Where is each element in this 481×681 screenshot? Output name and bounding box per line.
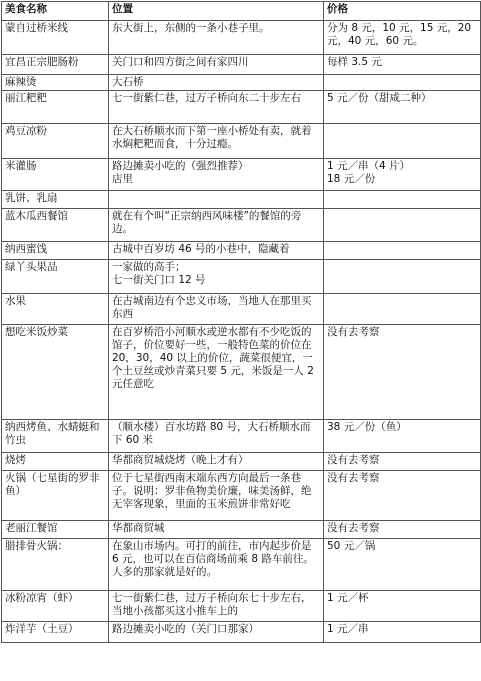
food-name-cell: 蓝木瓜西餐馆	[2, 209, 109, 242]
food-name-cell: 腊排骨火锅：	[2, 539, 109, 591]
food-name-cell: 火锅（七星街的罗非鱼）	[2, 471, 109, 521]
table-row	[2, 260, 481, 294]
location-cell: 七一街紫仁巷，过万子桥向东二十步左右	[109, 91, 324, 124]
header-row	[2, 2, 481, 21]
table-row	[2, 453, 481, 471]
table-row	[2, 471, 481, 521]
location-cell: 路边摊卖小吃的（强烈推荐） 店里	[109, 159, 324, 191]
food-name-cell: 米灌肠	[2, 159, 109, 191]
food-name-cell: 老丽江餐馆	[2, 521, 109, 539]
price-cell	[324, 260, 481, 294]
table-row	[2, 420, 481, 453]
price-cell	[324, 75, 481, 91]
food-name-cell: 鸡豆凉粉	[2, 124, 109, 159]
food-name-cell: 绿丫头果品	[2, 260, 109, 294]
food-name-cell: 丽江粑粑	[2, 91, 109, 124]
food-name-cell: 纳西蜜饯	[2, 242, 109, 260]
food-name-cell: 纳西烤鱼、水蜻蜓和竹虫	[2, 420, 109, 453]
food-name-cell: 乳饼、乳扇	[2, 191, 109, 209]
table-row	[2, 191, 481, 209]
price-cell: 38 元／份（鱼）	[324, 420, 481, 453]
table-row	[2, 242, 481, 260]
header-location: 位置	[109, 2, 324, 21]
header-price: 价格	[324, 2, 481, 21]
location-cell: 关门口和四方街之间有家四川	[109, 55, 324, 75]
location-cell: 在古城南边有个忠义市场，当地人在那里买东西	[109, 294, 324, 325]
location-cell: 七一街紫仁巷，过万子桥向东七十步左右，当地小孩都买这小推车上的	[109, 591, 324, 622]
food-name-cell: 烧烤	[2, 453, 109, 471]
price-cell: 1 元／杯	[324, 591, 481, 622]
location-cell	[109, 191, 324, 209]
food-name-cell: 蒙自过桥米线	[2, 21, 109, 55]
price-cell	[324, 242, 481, 260]
food-name-cell: 想吃米饭炒菜	[2, 325, 109, 420]
price-cell	[324, 209, 481, 242]
location-cell: 一家做的高手； 七一街关门口 12 号	[109, 260, 324, 294]
table-row	[2, 21, 481, 55]
price-cell: 分为 8 元，10 元，15 元，20 元，40 元，60 元。	[324, 21, 481, 55]
table-row	[2, 325, 481, 420]
food-name-cell: 冰粉凉宵（虾）	[2, 591, 109, 622]
food-name-cell: 宜昌正宗肥肠粉	[2, 55, 109, 75]
table-row	[2, 591, 481, 622]
food-name-cell: 麻辣烫	[2, 75, 109, 91]
location-cell: 就在有个叫“正宗纳西风味楼”的餐馆的旁边。	[109, 209, 324, 242]
price-cell: 1 元／串	[324, 622, 481, 643]
table-row	[2, 294, 481, 325]
food-table	[1, 1, 481, 643]
header-name: 美食名称	[2, 2, 109, 21]
location-cell: 位于七星街西南末端东西方向最后一条巷子。说明：罗非鱼物美价廉，味美汤鲜，绝无宰客现象，里面的玉米煎饼非常好吃	[109, 471, 324, 521]
table-row	[2, 622, 481, 643]
table-row	[2, 521, 481, 539]
table-row	[2, 209, 481, 242]
price-cell: 没有去考察	[324, 325, 481, 420]
location-cell: 华都商贸城烧烤（晚上才有）	[109, 453, 324, 471]
price-cell	[324, 294, 481, 325]
price-cell: 1 元／串（4 片） 18 元／份	[324, 159, 481, 191]
price-cell: 每样 3.5 元	[324, 55, 481, 75]
price-cell: 没有去考察	[324, 521, 481, 539]
location-cell: 古城中百岁坊 46 号的小巷中，隐藏着	[109, 242, 324, 260]
price-cell	[324, 191, 481, 209]
table-row	[2, 124, 481, 159]
table-row	[2, 539, 481, 591]
price-cell: 没有去考察	[324, 471, 481, 521]
location-cell: 东大街上，东侧的一条小巷子里。	[109, 21, 324, 55]
price-cell	[324, 124, 481, 159]
location-cell: 在大石桥顺水而下第一座小桥处有卖，就着水焖粑粑而食，十分过瘾。	[109, 124, 324, 159]
price-cell: 没有去考察	[324, 453, 481, 471]
price-cell: 50 元／锅	[324, 539, 481, 591]
food-name-cell: 水果	[2, 294, 109, 325]
table-row	[2, 55, 481, 75]
location-cell: 华都商贸城	[109, 521, 324, 539]
table-row	[2, 75, 481, 91]
location-cell: 路边摊卖小吃的（关门口那家）	[109, 622, 324, 643]
table-row	[2, 159, 481, 191]
table-row	[2, 91, 481, 124]
price-cell: 5 元／份（甜咸二种）	[324, 91, 481, 124]
food-name-cell: 炸洋芋（土豆）	[2, 622, 109, 643]
location-cell: 在百岁桥沿小河顺水或逆水都有不少吃饭的馆子，价位要好一些，一般特色菜的价位在 20，30，40 以上的价位，蔬菜很便宜，一个土豆丝或炒青菜只要 5 元，米饭是一人 2 元任意吃	[109, 325, 324, 420]
location-cell: 在象山市场内。可打的前往，市内起步价是 6 元，也可以在百信商场前乘 8 路车前往。人多的那家就是好的。	[109, 539, 324, 591]
location-cell: 大石桥	[109, 75, 324, 91]
location-cell: （顺水楼）百水坊路 80 号，大石桥顺水而下 60 米	[109, 420, 324, 453]
